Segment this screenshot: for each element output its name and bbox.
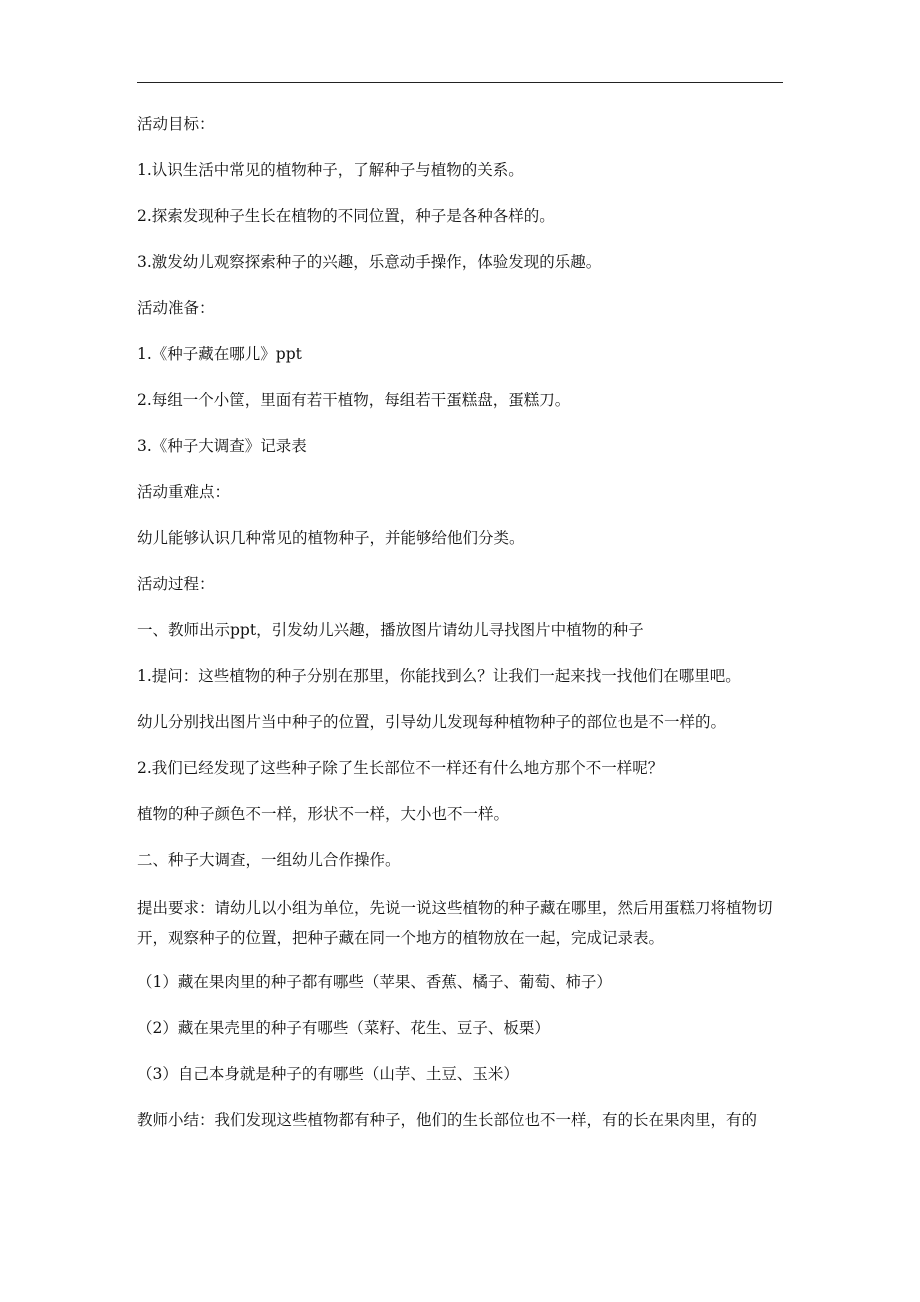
preparation-item: 2.每组一个小筐，里面有若干植物，每组若干蛋糕盘，蛋糕刀。 bbox=[137, 391, 571, 409]
preparation-item: 1.《种子藏在哪儿》ppt bbox=[137, 345, 302, 363]
heading-objectives: 活动目标： bbox=[137, 115, 215, 133]
heading-preparation: 活动准备： bbox=[137, 299, 215, 317]
objective-item: 3.激发幼儿观察探索种子的兴趣，乐意动手操作，体验发现的乐趣。 bbox=[137, 253, 602, 271]
key-points-text: 幼儿能够认识几种常见的植物种子，并能够给他们分类。 bbox=[137, 529, 525, 547]
header-rule bbox=[137, 82, 783, 83]
objective-item: 1.认识生活中常见的植物种子，了解种子与植物的关系。 bbox=[137, 161, 524, 179]
process-text: 幼儿分别找出图片当中种子的位置，引导幼儿发现每种植物种子的部位也是不一样的。 bbox=[137, 713, 727, 731]
preparation-item: 3.《种子大调查》记录表 bbox=[137, 437, 307, 455]
process-text: 植物的种子颜色不一样，形状不一样，大小也不一样。 bbox=[137, 805, 510, 823]
objective-item: 2.探索发现种子生长在植物的不同位置，种子是各种各样的。 bbox=[137, 207, 555, 225]
document-body bbox=[137, 111, 787, 1153]
list-item: （1）藏在果肉里的种子都有哪些（苹果、香蕉、橘子、葡萄、柿子） bbox=[137, 973, 612, 991]
list-item: （2）藏在果壳里的种子有哪些（菜籽、花生、豆子、板栗） bbox=[137, 1019, 550, 1037]
process-step: 1.提问：这些植物的种子分别在那里，你能找到么？让我们一起来找一找他们在哪里吧。 bbox=[137, 667, 741, 685]
list-item: （3）自己本身就是种子的有哪些（山芋、土豆、玉米） bbox=[137, 1065, 519, 1083]
teacher-summary: 教师小结：我们发现这些植物都有种子，他们的生长部位也不一样，有的长在果肉里，有的 bbox=[137, 1111, 758, 1129]
process-section-2: 二、种子大调查，一组幼儿合作操作。 bbox=[137, 851, 401, 869]
process-section-1: 一、教师出示ppt，引发幼儿兴趣，播放图片请幼儿寻找图片中植物的种子 bbox=[137, 621, 644, 639]
process-step: 2.我们已经发现了这些种子除了生长部位不一样还有什么地方那个不一样呢？ bbox=[137, 759, 664, 777]
heading-process: 活动过程： bbox=[137, 575, 215, 593]
requirements-text: 提出要求：请幼儿以小组为单位，先说一说这些植物的种子藏在哪里，然后用蛋糕刀将植物切开，观察种子的位置，把种子藏在同一个地方的植物放在一起，完成记录表。 bbox=[137, 899, 773, 947]
heading-key-points: 活动重难点： bbox=[137, 483, 231, 501]
